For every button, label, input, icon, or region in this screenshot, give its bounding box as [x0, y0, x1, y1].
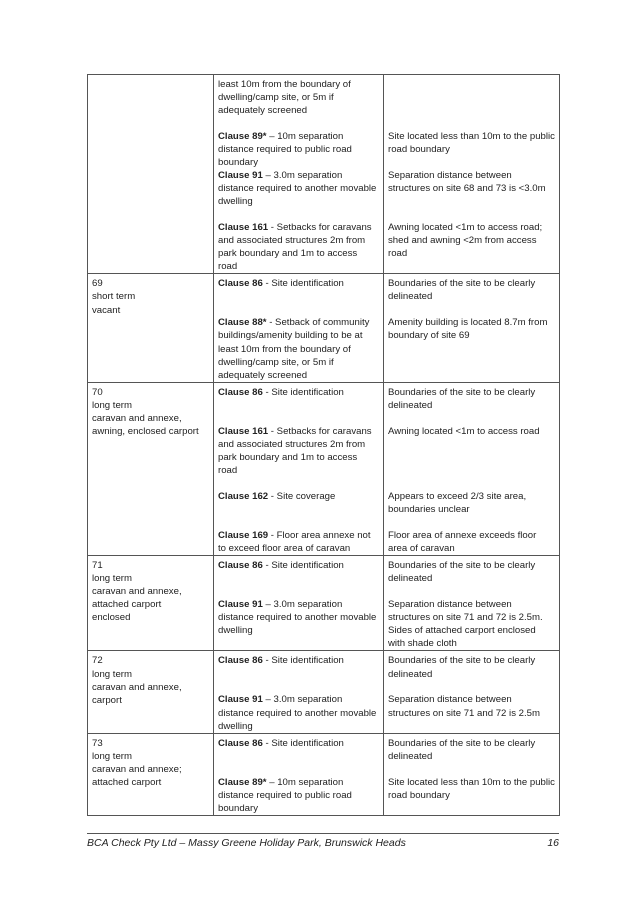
note-text: Awning located <1m to access road; shed and awning <2m from access road: [388, 222, 543, 260]
note-text: Boundaries of the site to be clearly delineated: [388, 655, 536, 680]
clause-desc: - Setbacks for caravans and associated structures 2m from park boundary and 1m to access road: [218, 425, 372, 477]
note-cell: [384, 556, 560, 651]
site-term: long term: [92, 668, 132, 680]
table-row: [88, 274, 560, 382]
site-number: 69: [92, 278, 103, 290]
site-desc: attached carport: [92, 776, 162, 788]
note-text: Boundaries of the site to be clearly delineated: [388, 278, 536, 303]
clause-entry: [218, 78, 379, 130]
note-text: Site located less than 10m to the public road boundary: [388, 776, 555, 801]
clause-desc: - Site coverage: [268, 490, 336, 502]
clause-cell: [214, 75, 384, 274]
site-cell: [88, 382, 214, 555]
clause-label: Clause 91: [218, 694, 263, 706]
site-cell: [88, 733, 214, 815]
note-text: Boundaries of the site to be clearly delineated: [388, 737, 536, 762]
page-footer: [87, 833, 559, 849]
site-desc: awning, enclosed carport: [92, 426, 199, 438]
clause-label: Clause 86: [218, 560, 263, 572]
clause-table: [87, 74, 560, 816]
note-text: Separation distance between structures on site 68 and 73 is <3.0m: [388, 170, 546, 195]
clause-desc: – 10m separation distance required to public road boundary: [218, 131, 352, 169]
clause-label: Clause 89*: [218, 131, 267, 142]
table-row: [88, 75, 560, 274]
clause-label: Clause 86: [218, 737, 263, 749]
page-number: 16: [547, 837, 559, 849]
site-desc: vacant: [92, 304, 121, 316]
site-desc: caravan and annexe,: [92, 586, 182, 598]
clause-label: Clause 161: [218, 425, 269, 437]
clause-label: Clause 161: [218, 222, 269, 233]
clause-label: Clause 86: [218, 655, 263, 667]
clause-cell: [214, 556, 384, 651]
clause-cell: [214, 382, 384, 555]
note-cell: [384, 733, 560, 815]
clause-cell: [214, 733, 384, 815]
note-text: Awning located <1m to access road: [388, 425, 540, 437]
site-desc: enclosed: [92, 612, 131, 624]
table-row: [88, 382, 560, 555]
site-number: 73: [92, 737, 103, 749]
clause-desc: - Setback of community buildings/amenity building to be at least 10m from the boundary of dwelling/camp site, or 5m if adequately screened: [218, 317, 370, 381]
site-number: 71: [92, 560, 103, 572]
site-cell: [88, 75, 214, 274]
table-row: [88, 733, 560, 815]
note-text: Separation distance between structures on site 71 and 72 is 2.5m. Sides of attached carport enclosed with shade cloth: [388, 599, 543, 650]
clause-desc: – 3.0m separation distance required to another movable dwelling: [218, 694, 377, 732]
table-row: [88, 556, 560, 651]
clause-desc: – 3.0m separation distance required to another movable dwelling: [218, 170, 377, 208]
clause-label: Clause 89*: [218, 776, 267, 788]
site-term: long term: [92, 573, 132, 585]
clause-desc: - Site identification: [262, 737, 344, 749]
clause-desc: - Site identification: [262, 655, 344, 667]
clause-cell: [214, 274, 384, 382]
note-cell: [384, 75, 560, 274]
note-cell: [384, 382, 560, 555]
clause-desc: least 10m from the boundary of dwelling/camp site, or 5m if adequately screened: [218, 79, 351, 117]
site-cell: [88, 274, 214, 382]
note-text: Appears to exceed 2/3 site area, boundaries unclear: [388, 490, 527, 515]
site-cell: [88, 556, 214, 651]
note-text: Separation distance between structures on site 71 and 72 is 2.5m: [388, 694, 540, 719]
clause-desc: – 10m separation distance required to public road boundary: [218, 776, 352, 814]
site-desc: carport: [92, 694, 122, 706]
clause-entry: [218, 221, 379, 273]
table-row: [88, 651, 560, 733]
site-number: 70: [92, 386, 103, 398]
site-desc: caravan and annexe;: [92, 763, 182, 775]
clause-desc: - Site identification: [262, 386, 344, 398]
site-term: long term: [92, 750, 132, 762]
clause-label: Clause 91: [218, 599, 263, 611]
note-text: Amenity building is located 8.7m from boundary of site 69: [388, 317, 548, 342]
clause-label: Clause 88*: [218, 317, 267, 329]
clause-cell: [214, 651, 384, 733]
clause-desc: – 3.0m separation distance required to another movable dwelling: [218, 599, 377, 637]
clause-desc: - Site identification: [262, 560, 344, 572]
note-cell: [384, 651, 560, 733]
clause-label: Clause 86: [218, 386, 263, 398]
clause-desc: - Floor area annexe not to exceed floor area of caravan: [218, 529, 371, 554]
clause-entry: [218, 169, 379, 221]
note-text: Floor area of annexe exceeds floor area of caravan: [388, 529, 537, 554]
clause-label: Clause 91: [218, 170, 263, 181]
clause-label: Clause 162: [218, 490, 269, 502]
clause-label: Clause 169: [218, 529, 269, 541]
site-desc: caravan and annexe,: [92, 413, 182, 425]
note-text: Site located less than 10m to the public road boundary: [388, 131, 555, 156]
site-number: 72: [92, 655, 103, 667]
site-term: long term: [92, 399, 132, 411]
footer-title: BCA Check Pty Ltd – Massy Greene Holiday Park, Brunswick Heads: [87, 837, 406, 849]
site-desc: caravan and annexe,: [92, 681, 182, 693]
note-text: Boundaries of the site to be clearly delineated: [388, 386, 536, 411]
clause-label: Clause 86: [218, 278, 263, 290]
clause-desc: - Setbacks for caravans and associated structures 2m from park boundary and 1m to access road: [218, 222, 372, 273]
site-cell: [88, 651, 214, 733]
clause-desc: - Site identification: [262, 278, 344, 290]
site-desc: attached carport: [92, 599, 162, 611]
note-cell: [384, 274, 560, 382]
note-text: Boundaries of the site to be clearly delineated: [388, 560, 536, 585]
clause-entry: [218, 130, 379, 169]
site-term: short term: [92, 291, 136, 303]
